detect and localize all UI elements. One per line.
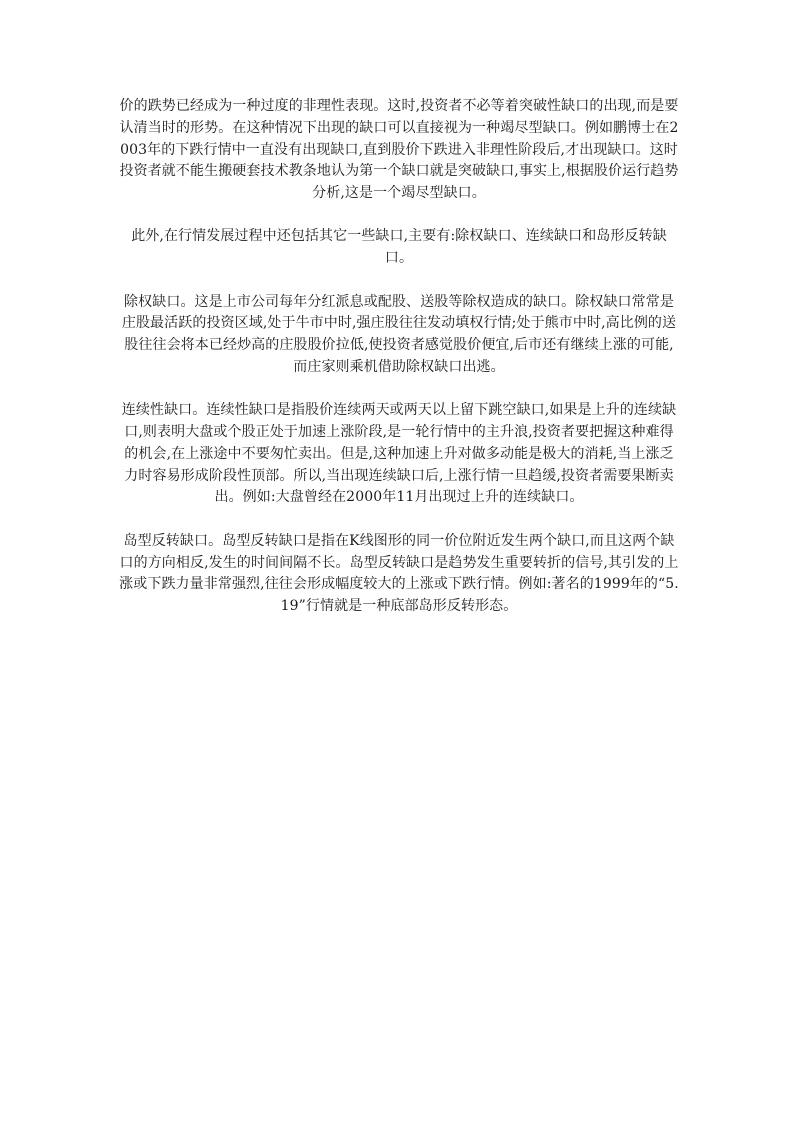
document-page (118, 96, 680, 639)
paragraph-ex-rights-gap: 除权缺口。这是上市公司每年分红派息或配股、送股等除权造成的缺口。除权缺口常常是庄股最活跃的投资区域,处于牛市中时,强庄股往往发动填权行情;处于熊市中时,高比例的送股往往会将本已经炒高的庄股股价拉低,使投资者感觉股价便宜,后市还有继续上涨的可能,而庄家则乘机借助除权缺口出逃。 (121, 293, 677, 375)
paragraph-other-gaps-intro: 此外,在行情发展过程中还包括其它一些缺口,主要有:除权缺口、连续缺口和岛形反转缺口。 (131, 228, 667, 267)
paragraph-exhaustion-gap-conclusion: 价的跌势已经成为一种过度的非理性表现。这时,投资者不必等着突破性缺口的出现,而是要认清当时的形势。在这种情况下出现的缺口可以直接视为一种竭尽型缺口。例如鹏博士在2003年的下跌行情中一直没有出现缺口,直到股价下跌进入非理性阶段后,才出现缺口。这时投资者就不能生搬硬套技术教条地认为第一个缺口就是突破缺口,事实上,根据股价运行趋势分析,这是一个竭尽型缺口。 (119, 98, 679, 202)
paragraph-island-reversal-gap: 岛型反转缺口。岛型反转缺口是指在K线图形的同一价位附近发生两个缺口,而且这两个缺口的方向相反,发生的时间间隔不长。岛型反转缺口是趋势发生重要转折的信号,其引发的上涨或下跌力量非常强烈,往往会形成幅度较大的上涨或下跌行情。例如:著名的1999年的“5.19”行情就是一种底部岛形反转形态。 (119, 532, 679, 615)
paragraph-continuation-gap: 连续性缺口。连续性缺口是指股价连续两天或两天以上留下跳空缺口,如果是上升的连续缺口,则表明大盘或个股正处于加速上涨阶段,是一轮行情中的主升浪,投资者要把握这种难得的机会,在上涨途中不要匆忙卖出。但是,这种加速上升对做多动能是极大的消耗,当上涨乏力时容易形成阶段性顶部。所以,当出现连续缺口后,上涨行情一旦趋缓,投资者需要果断卖出。例如:大盘曾经在2000年11月出现过上升的连续缺口。 (121, 402, 677, 506)
